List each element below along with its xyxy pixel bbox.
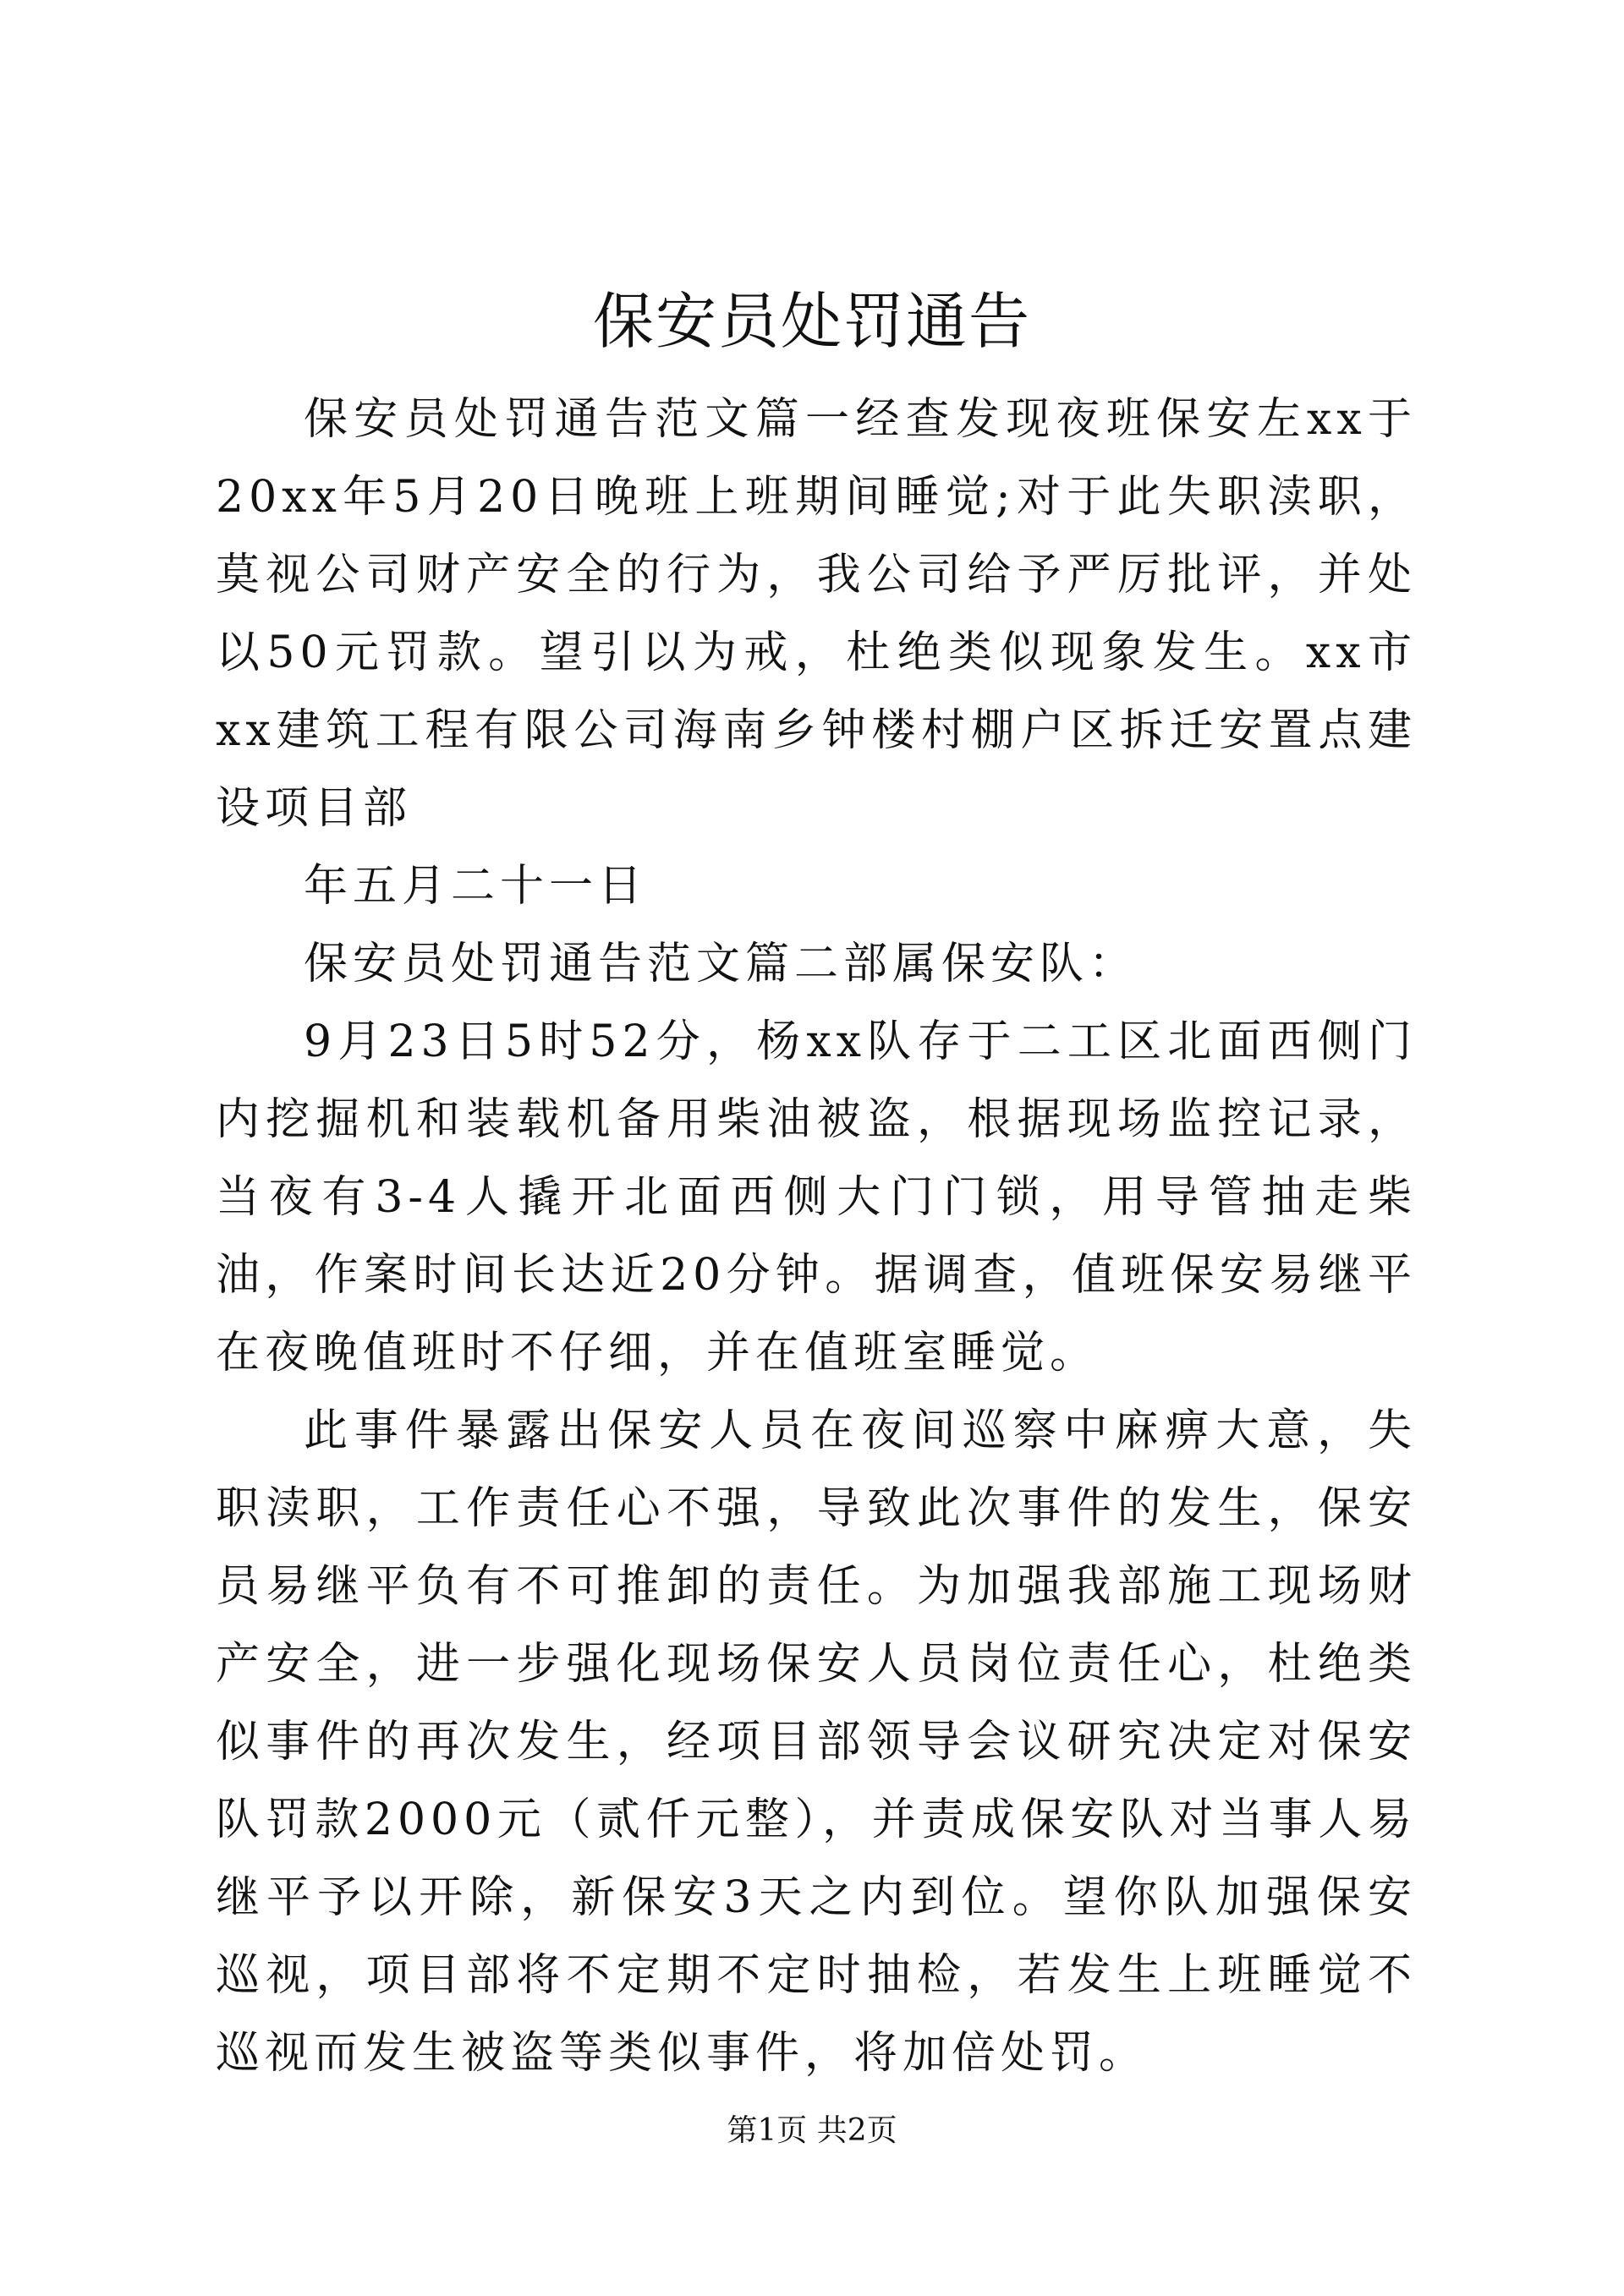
paragraph-decision: 此事件暴露出保安人员在夜间巡察中麻痹大意，失职渎职，工作责任心不强，导致此次事件的发生，保安员易继平负有不可推卸的责任。为加强我部施工现场财产安全，进一步强化现场保安人员岗位责任心，杜绝类似事件的再次发生，经项目部领导会议研究决定对保安队罚款2000元（贰仟元整），并责成保安队对当事人易继平予以开除，新保安3天之内到位。望你队加强保安巡视，项目部将不定期不定时抽检，若发生上班睡觉不巡视而发生被盗等类似事件，将加倍处罚。: [216, 1406, 1417, 2079]
paragraph-notice-two-heading: 保安员处罚通告范文篇二部属保安队：: [304, 939, 1138, 989]
document-body: [216, 381, 1417, 2092]
paragraph-notice-one: 保安员处罚通告范文篇一经查发现夜班保安左xx于20xx年5月20日晚班上班期间睡觉;对于此失职渎职，莫视公司财产安全的行为，我公司给予严厉批评，并处以50元罚款。望引以为戒，杜绝类似现象发生。xx市xx建筑工程有限公司海南乡钟楼村棚户区拆迁安置点建设项目部: [216, 394, 1417, 834]
paragraph-date: 年五月二十一日: [304, 861, 648, 912]
paragraph-incident: 9月23日5时52分，杨xx队存于二工区北面西侧门内挖掘机和装载机备用柴油被盗，根据现场监控记录，当夜有3-4人撬开北面西侧大门门锁，用导管抽走柴油，作案时间长达近20分钟。据调查，值班保安易继平在夜晚值班时不仔细，并在值班室睡觉。: [216, 1016, 1417, 1378]
page-number-footer: 第1页 共2页: [727, 2113, 897, 2148]
page-title: 保安员处罚通告: [592, 286, 1031, 357]
